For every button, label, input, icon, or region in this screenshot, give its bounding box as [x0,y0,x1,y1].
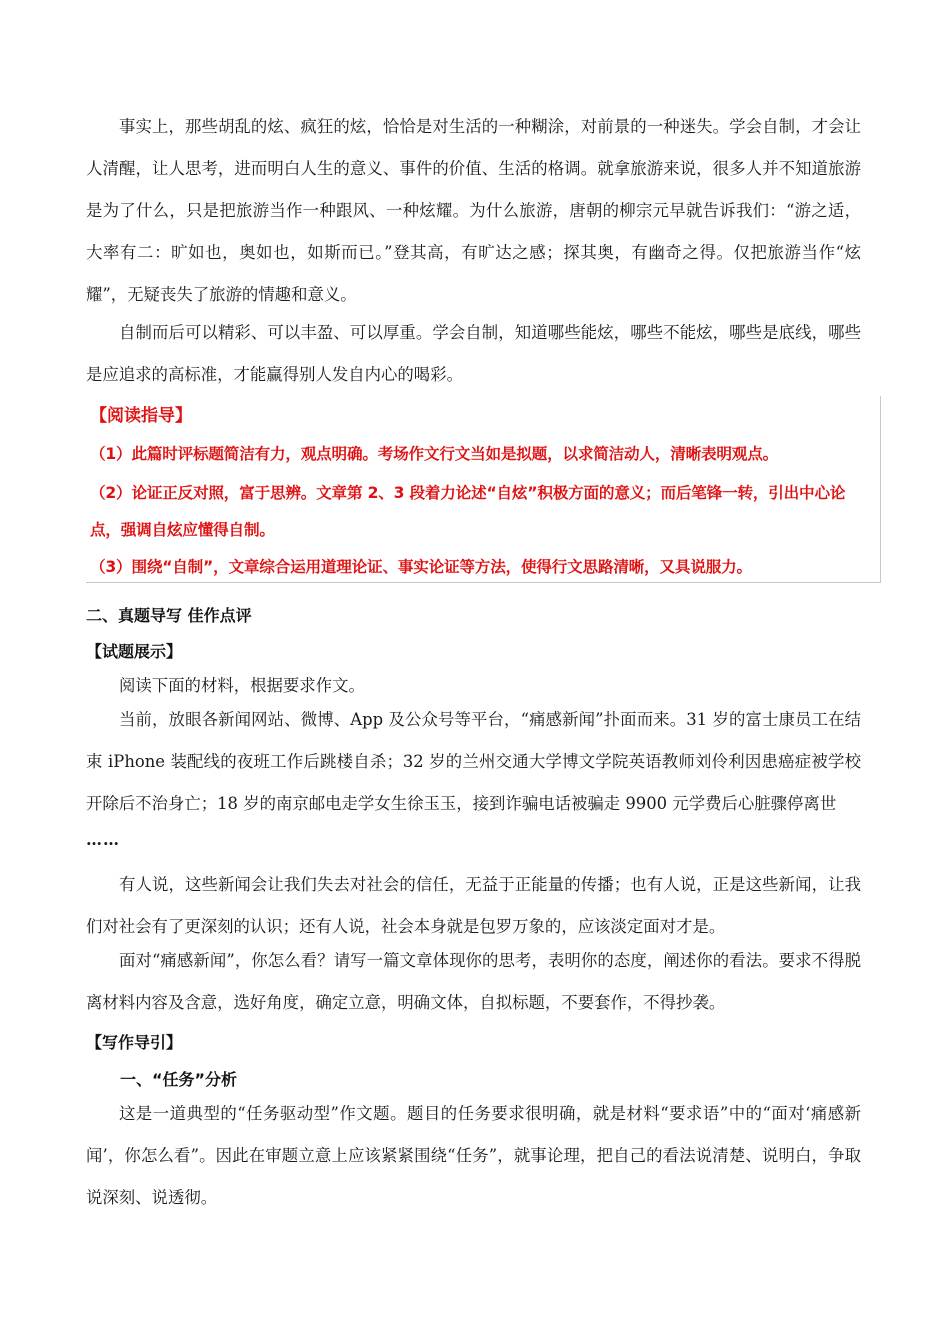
reading-guide-item-3: （3）围绕“自制”，文章综合运用道理论证、事实论证等方法，使得行文思路清晰，又具说服力。 [90,558,752,576]
paragraph-self-control-conclusion: 自制而后可以精彩、可以丰盈、可以厚重。学会自制，知道哪些能炫，哪些不能炫，哪些是底线，哪些是应追求的高标准，才能赢得别人发自内心的喝彩。 [86,323,861,384]
exam-requirements: 面对“痛感新闻”，你怎么看？请写一篇文章体现你的思考，表明你的态度，阐述你的看法。要求不得脱离材料内容及含意，选好角度，确定立意，明确文体，自拟标题，不要套作，不得抄袭。 [86,951,861,1012]
section-heading: 二、真题导写 佳作点评 [86,606,252,625]
exam-label: 【试题展示】 [86,642,183,661]
writing-guide-label: 【写作导引】 [86,1033,183,1052]
exam-instruction: 阅读下面的材料，根据要求作文。 [119,676,365,695]
reading-guide-item-2: （2）论证正反对照，富于思辨。文章第 2、3 段着力论述“自炫”积极方面的意义；而后笔锋一转，引出中心论点，强调自炫应懂得自制。 [90,484,846,539]
paragraph-self-control-travel: 事实上，那些胡乱的炫、疯狂的炫，恰恰是对生活的一种糊涂，对前景的一种迷失。学会自制，才会让人清醒，让人思考，进而明白人生的意义、事件的价值、生活的格调。就拿旅游来说，很多人并不知道旅游是为了什么，只是把旅游当作一种跟风、一种炫耀。为什么旅游，唐朝的柳宗元早就告诉我们：“游之适，大率有二：旷如也，奥如也，如斯而已。”登其高，有旷达之感；探其奥，有幽奇之得。仅把旅游当作“炫耀”，无疑丧失了旅游的情趣和意义。 [86,117,861,304]
task-analysis-heading: 一、“任务”分析 [120,1070,238,1089]
reading-guide-title: 【阅读指导】 [90,406,192,426]
exam-opinions: 有人说，这些新闻会让我们失去对社会的信任，无益于正能量的传播；也有人说，正是这些新闻，让我们对社会有了更深刻的认识；还有人说，社会本身就是包罗万象的，应该淡定面对才是。 [86,875,861,936]
reading-guide-item-1: （1）此篇时评标题简洁有力，观点明确。考场作文行文当如是拟题，以求简洁动人，清晰表明观点。 [90,445,778,463]
task-analysis-paragraph: 这是一道典型的“任务驱动型”作文题。题目的任务要求很明确，就是材料“要求语”中的“面对‘痛感新闻’，你怎么看”。因此在审题立意上应该紧紧围绕“任务”，就事论理，把自己的看法说清楚、说明白，争取说深刻、说透彻。 [86,1104,861,1207]
ellipsis: …… [86,830,120,849]
exam-material: 当前，放眼各新闻网站、微博、App 及公众号等平台，“痛感新闻”扑面而来。31 岁的富士康员工在结束 iPhone 装配线的夜班工作后跳楼自杀；32 岁的兰州交通大学博文学院英语教师刘伶利因患癌症被学校开除后不治身亡；18 岁的南京邮电走学女生徐玉玉，接到诈骗电话被骗走 9900 元学费后心脏骤停离世 [86,710,861,813]
